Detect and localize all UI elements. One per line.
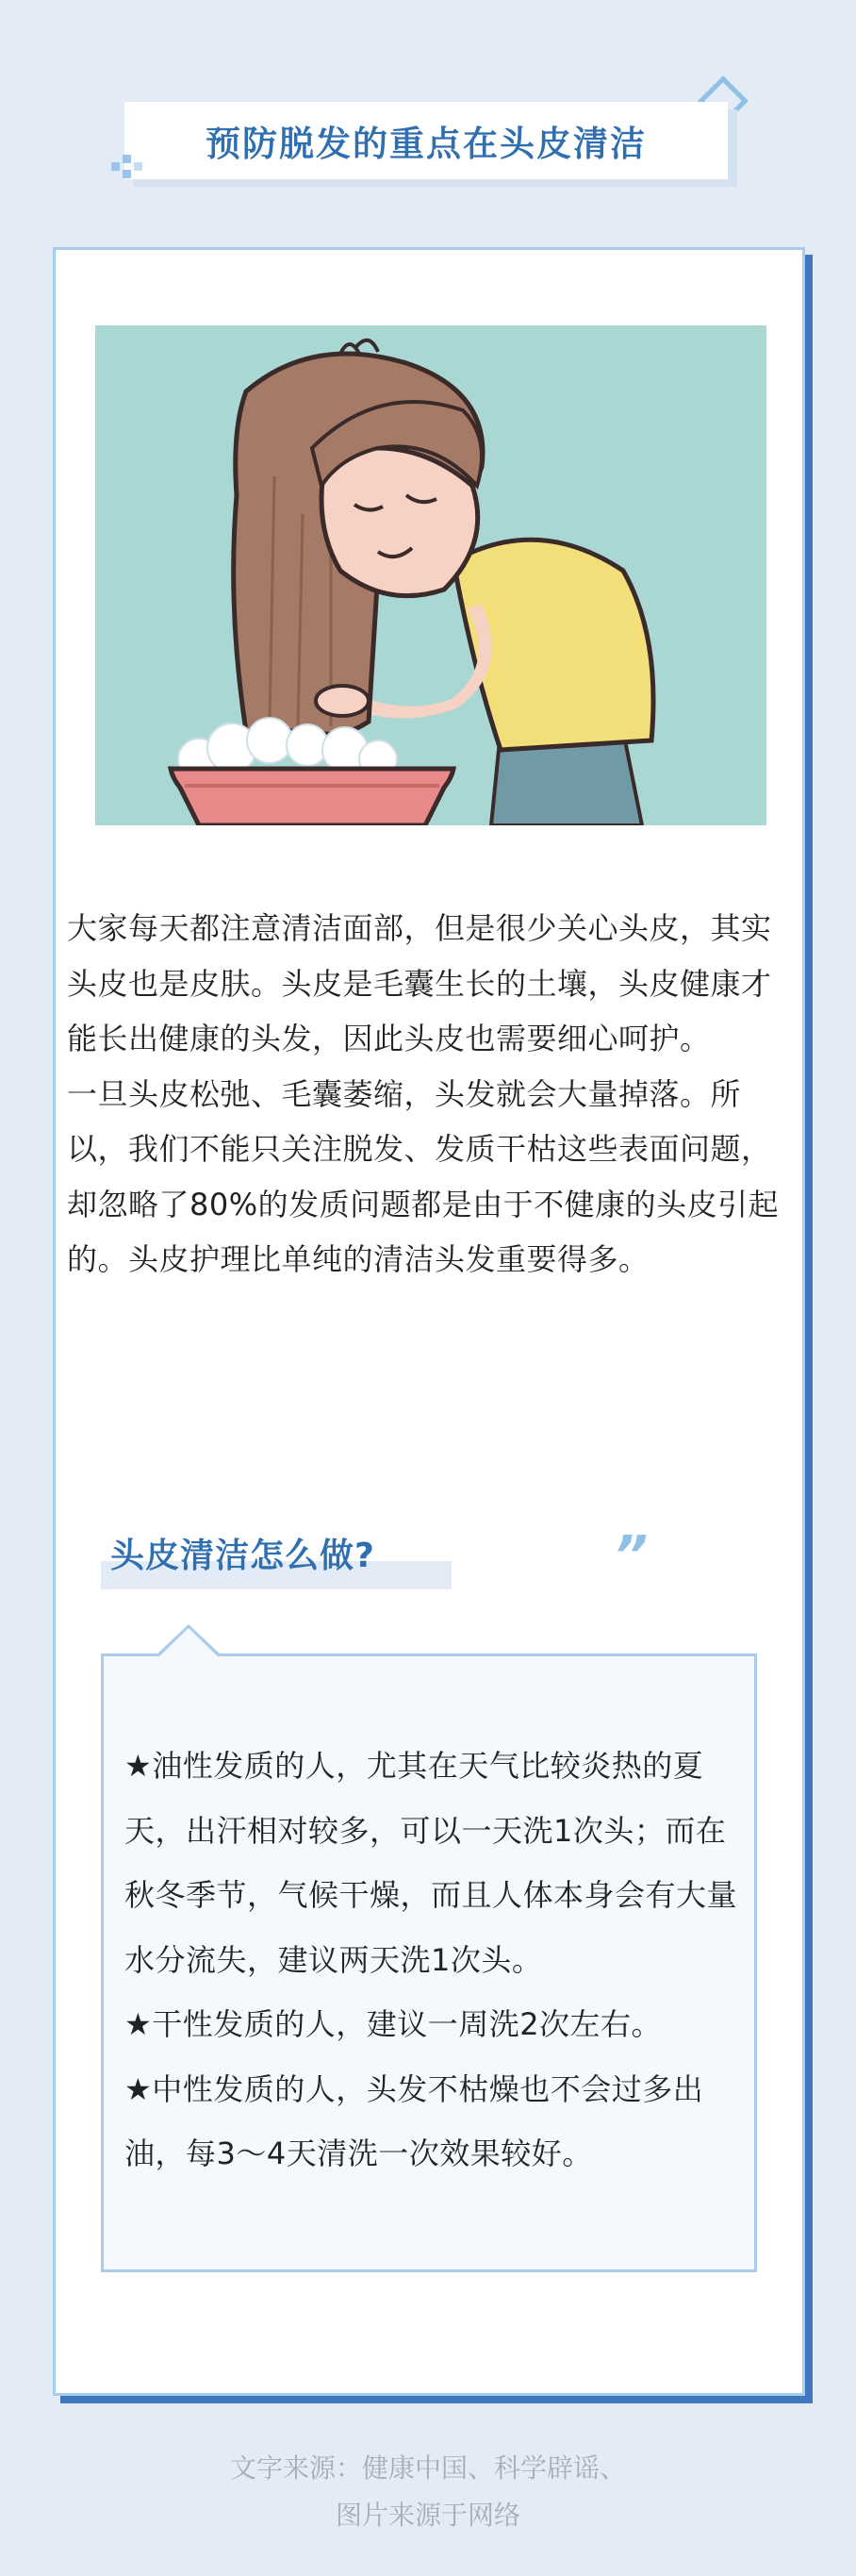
- tips-box: [101, 1654, 757, 2272]
- page-title: 预防脱发的重点在头皮清洁: [206, 124, 647, 164]
- tip-normal-hair: ★中性发质的人，头发不枯燥也不会过多出油，每3～4天清洗一次效果较好。: [124, 2070, 704, 2171]
- girl-washing-hair-icon: [95, 325, 766, 825]
- source-footer: [0, 2445, 856, 2539]
- hair-washing-illustration: [95, 325, 766, 825]
- section-heading-block: [101, 1521, 667, 1597]
- tip-dry-hair: ★干性发质的人，建议一周洗2次左右。: [124, 2006, 663, 2042]
- quote-mark-icon: ”: [614, 1525, 649, 1587]
- tips-pointer-icon: [155, 1624, 222, 1656]
- tips-list: [124, 1734, 737, 2186]
- section-heading: 头皮清洁怎么做?: [110, 1537, 375, 1575]
- tip-oily-hair: ★油性发质的人，尤其在天气比较炎热的夏天，出汗相对较多，可以一天洗1次头；而在秋冬季节，气候干燥，而且人体本身会有大量水分流失，建议两天洗1次头。: [124, 1748, 738, 1978]
- intro-paragraph-1: 大家每天都注意清洁面部，但是很少关心头皮，其实头皮也是皮肤。头皮是毛囊生长的土壤，头皮健康才能长出健康的头发，因此头皮也需要细心呵护。: [67, 910, 772, 1056]
- footer-text-source: 文字来源：健康中国、科学辟谣、: [229, 2452, 626, 2484]
- main-card: [53, 247, 805, 2396]
- footer-image-source: 图片来源于网络: [335, 2500, 520, 2531]
- dots-decoration-icon: [111, 155, 149, 192]
- intro-paragraph-2: 一旦头皮松弛、毛囊萎缩，头发就会大量掉落。所以，我们不能只关注脱发、发质干枯这些表面问题，却忽略了80%的发质问题都是由于不健康的头皮引起的。头皮护理比单纯的清洁头发重要得多。: [67, 1075, 780, 1277]
- title-banner: [124, 102, 728, 179]
- intro-text: [67, 901, 793, 1288]
